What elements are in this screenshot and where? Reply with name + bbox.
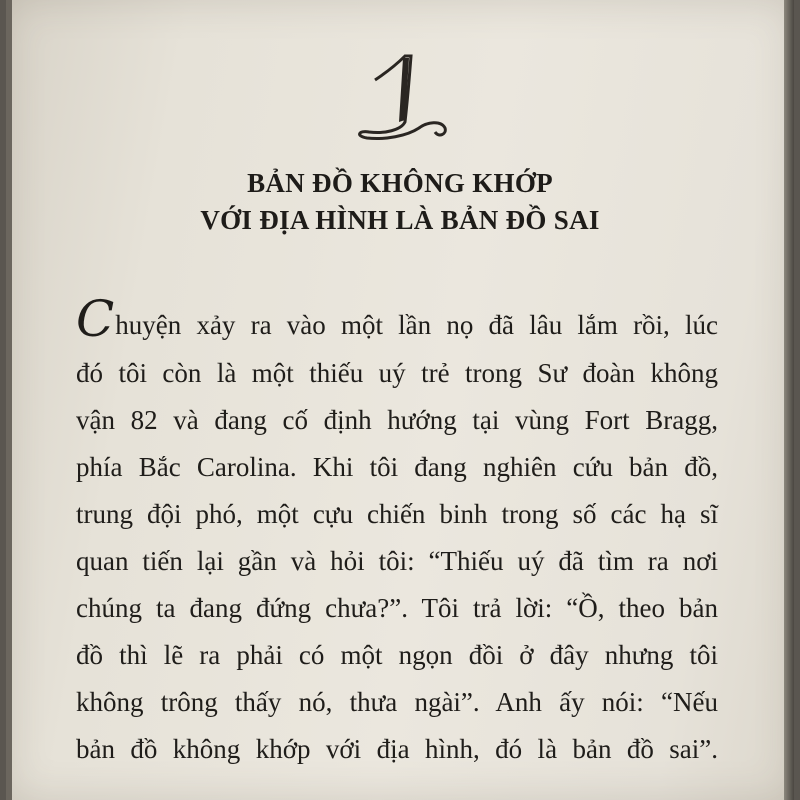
paragraph-1-line-7: chúng ta đang đứng chưa?”. Tôi trả lời: “Ồ, theo bản [76, 593, 718, 623]
paragraph-1-line-4: phía Bắc Carolina. Khi tôi đang nghiên cứu bản đồ, [76, 452, 718, 482]
book-page [6, 0, 794, 800]
paragraph-1-line-3: vận 82 và đang cố định hướng tại vùng Fort Bragg, [76, 405, 718, 435]
paragraph-1-line-5: trung đội phó, một cựu chiến binh trong số các hạ sĩ [76, 499, 718, 529]
paragraph-1-line-9: không trông thấy nó, thưa ngài”. Anh ấy nói: “Nếu [76, 687, 718, 717]
chapter-number-flourish [345, 42, 455, 142]
paragraph-1-line-10: bản đồ không khớp với địa hình, đó là bản đồ sai”. [76, 734, 718, 764]
paragraph-1-line-8: đồ thì lẽ ra phải có một ngọn đồi ở đây nhưng tôi [76, 640, 718, 670]
paragraph-1-line-2: đó tôi còn là một thiếu uý trẻ trong Sư đoàn không [76, 358, 718, 388]
chapter-title-line-2: VỚI ĐỊA HÌNH LÀ BẢN ĐỒ SAI [200, 205, 600, 235]
drop-cap: C [76, 290, 115, 348]
chapter-number [6, 42, 794, 142]
paragraph-1-line-6: quan tiến lại gần và hỏi tôi: “Thiếu uý đã tìm ra nơi [76, 546, 718, 576]
text-line: huyện xảy ra vào một lần nọ đã lâu lắm rồi, lúc [115, 310, 718, 340]
chapter-title-line-1: BẢN ĐỒ KHÔNG KHỚP [247, 168, 553, 198]
paragraph-1-line-1 [76, 290, 718, 348]
svg-text:1: 1 [399, 120, 401, 121]
